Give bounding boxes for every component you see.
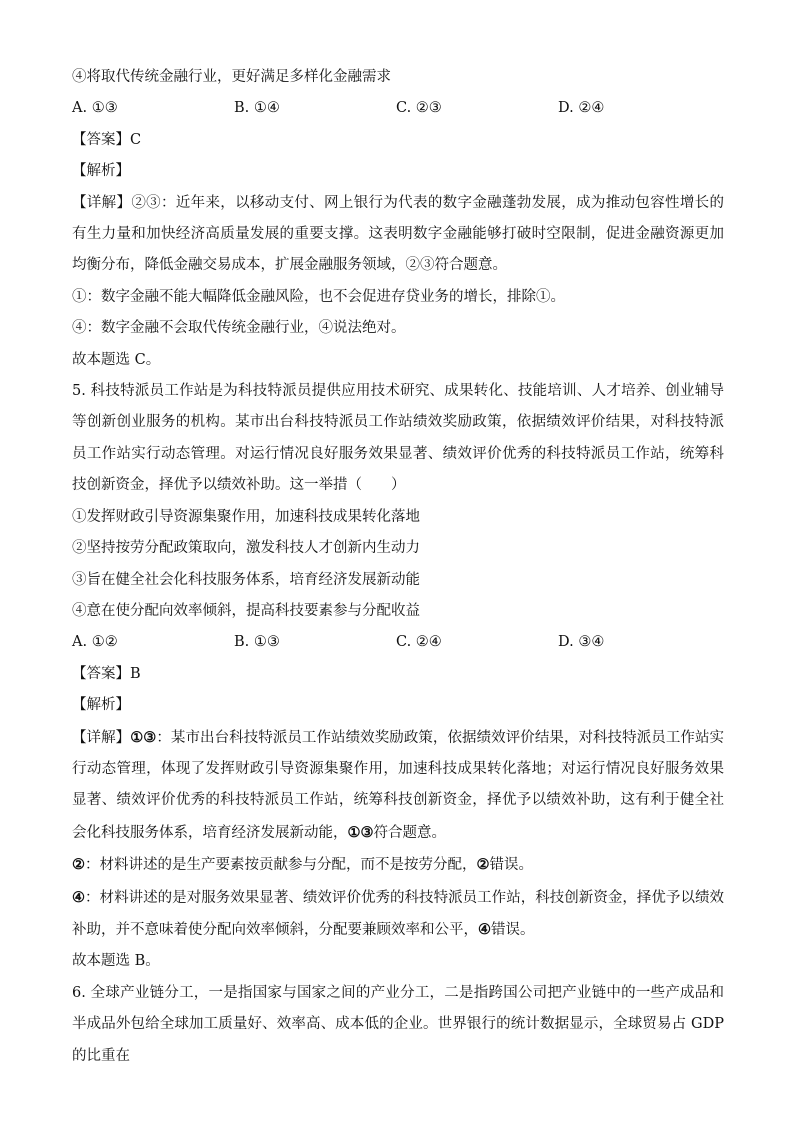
q4-option-c: C. ②③: [396, 100, 442, 117]
q5-detail-p1: [72, 722, 724, 850]
q5-option-d: D. ③④: [558, 634, 605, 651]
detail-text: ：材料讲述的是生产要素按贡献参与分配，而不是按劳分配，: [85, 857, 477, 874]
detail-end-mark: ④: [478, 920, 491, 938]
detail-end: 错误。: [491, 921, 535, 938]
q5-options: [72, 627, 724, 658]
q5-detail-p3: [72, 882, 724, 947]
q5-option-b: B. ①③: [234, 634, 280, 651]
q5-answer: [72, 659, 724, 690]
q5-item-1: ①发挥财政引导资源集聚作用，加速科技成果转化落地: [72, 508, 420, 525]
q5-item-2: ②坚持按劳分配政策取向，激发科技人才创新内生动力: [72, 540, 420, 557]
detail-tag: 【详解】: [72, 729, 131, 746]
q4-options: [72, 93, 724, 124]
detail-end-mark: ①③: [347, 823, 374, 841]
q4-answer: [72, 125, 724, 156]
q5-detail-p2: [72, 849, 724, 881]
q5-option-c: C. ②④: [396, 634, 442, 651]
document-page: [72, 62, 724, 1072]
detail-tag: 【详解】: [72, 194, 132, 211]
answer-value: C: [130, 131, 142, 148]
q4-detail-p1: [72, 188, 724, 282]
q6-stem: 6. 全球产业链分工，一是指国家与国家之间的产业分工，二是指跨国公司把产业链中的一些产成品和半成品外包给全球加工质量好、效率高、成本低的企业。世界银行的统计数据显示，全球贸易占 GDP 的比重在: [72, 984, 724, 1064]
q4-option-d: D. ②④: [558, 100, 605, 117]
q4-option-b: B. ①④: [234, 100, 280, 117]
detail-lead: ④: [72, 888, 86, 906]
q4-option-a: A. ①③: [72, 100, 118, 117]
q5-item-3: ③旨在健全社会化科技服务体系，培育经济发展新动能: [72, 571, 420, 588]
q5-conclusion: 故本题选 B。: [72, 953, 160, 970]
q4-conclusion: 故本题选 C。: [72, 351, 161, 368]
answer-value: B: [130, 665, 141, 682]
answer-tag: 【答案】: [72, 131, 130, 148]
detail-lead: ②: [72, 856, 85, 874]
q5-item-4: ④意在使分配向效率倾斜，提高科技要素参与分配收益: [72, 602, 420, 619]
detail-end: 符合题意。: [373, 824, 446, 841]
detail-text: ：材料讲述的是对服务效果显著、绩效评价优秀的科技特派员工作站，科技创新资金，择优予以绩效补助，并不意味着使分配向效率倾斜，分配要兼顾效率和公平，: [72, 889, 725, 938]
q4-analysis-tag: 【解析】: [72, 163, 130, 180]
q4-item-4: ④将取代传统金融行业，更好满足多样化金融需求: [72, 69, 391, 85]
answer-tag: 【答案】: [72, 665, 130, 682]
detail-end-mark: ②: [476, 856, 490, 874]
detail-lead: ①③: [130, 728, 157, 746]
detail-text: ：某市出台科技特派员工作站绩效奖励政策，依据绩效评价结果，对科技特派员工作站实行动态管理，体现了发挥财政引导资源集聚作用，加速科技成果转化落地；对运行情况良好服务效果显著、绩效评价优秀的科技特派员工作站，统筹科技创新资金，择优予以绩效补助，这有利于健全社会化科技服务体系，培育经济发展新动能，: [72, 729, 725, 841]
detail-end: 错误。: [489, 857, 533, 874]
q5-option-a: A. ①②: [72, 634, 118, 651]
q5-analysis-tag: 【解析】: [72, 697, 130, 714]
detail-text: ②③：近年来，以移动支付、网上银行为代表的数字金融蓬勃发展，成为推动包容性增长的有生力量和加快经济高质量发展的重要支撑。这表明数字金融能够打破时空限制，促进金融资源更加均衡分布，降低金融交易成本，扩展金融服务领域，②③符合题意。: [72, 194, 725, 274]
q5-stem: 5. 科技特派员工作站是为科技特派员提供应用技术研究、成果转化、技能培训、人才培养、创业辅导等创新创业服务的机构。某市出台科技特派员工作站绩效奖励政策，依据绩效评价结果，对科技特派员工作站实行动态管理。对运行情况良好服务效果显著、绩效评价优秀的科技特派员工作站，统筹科技创新资金，择优予以绩效补助。这一举措（ ）: [72, 383, 724, 494]
q4-detail-p3: ④：数字金融不会取代传统金融行业，④说法绝对。: [72, 320, 406, 337]
q4-detail-p2: ①：数字金融不能大幅降低金融风险，也不会促进存贷业务的增长，排除①。: [72, 288, 565, 305]
